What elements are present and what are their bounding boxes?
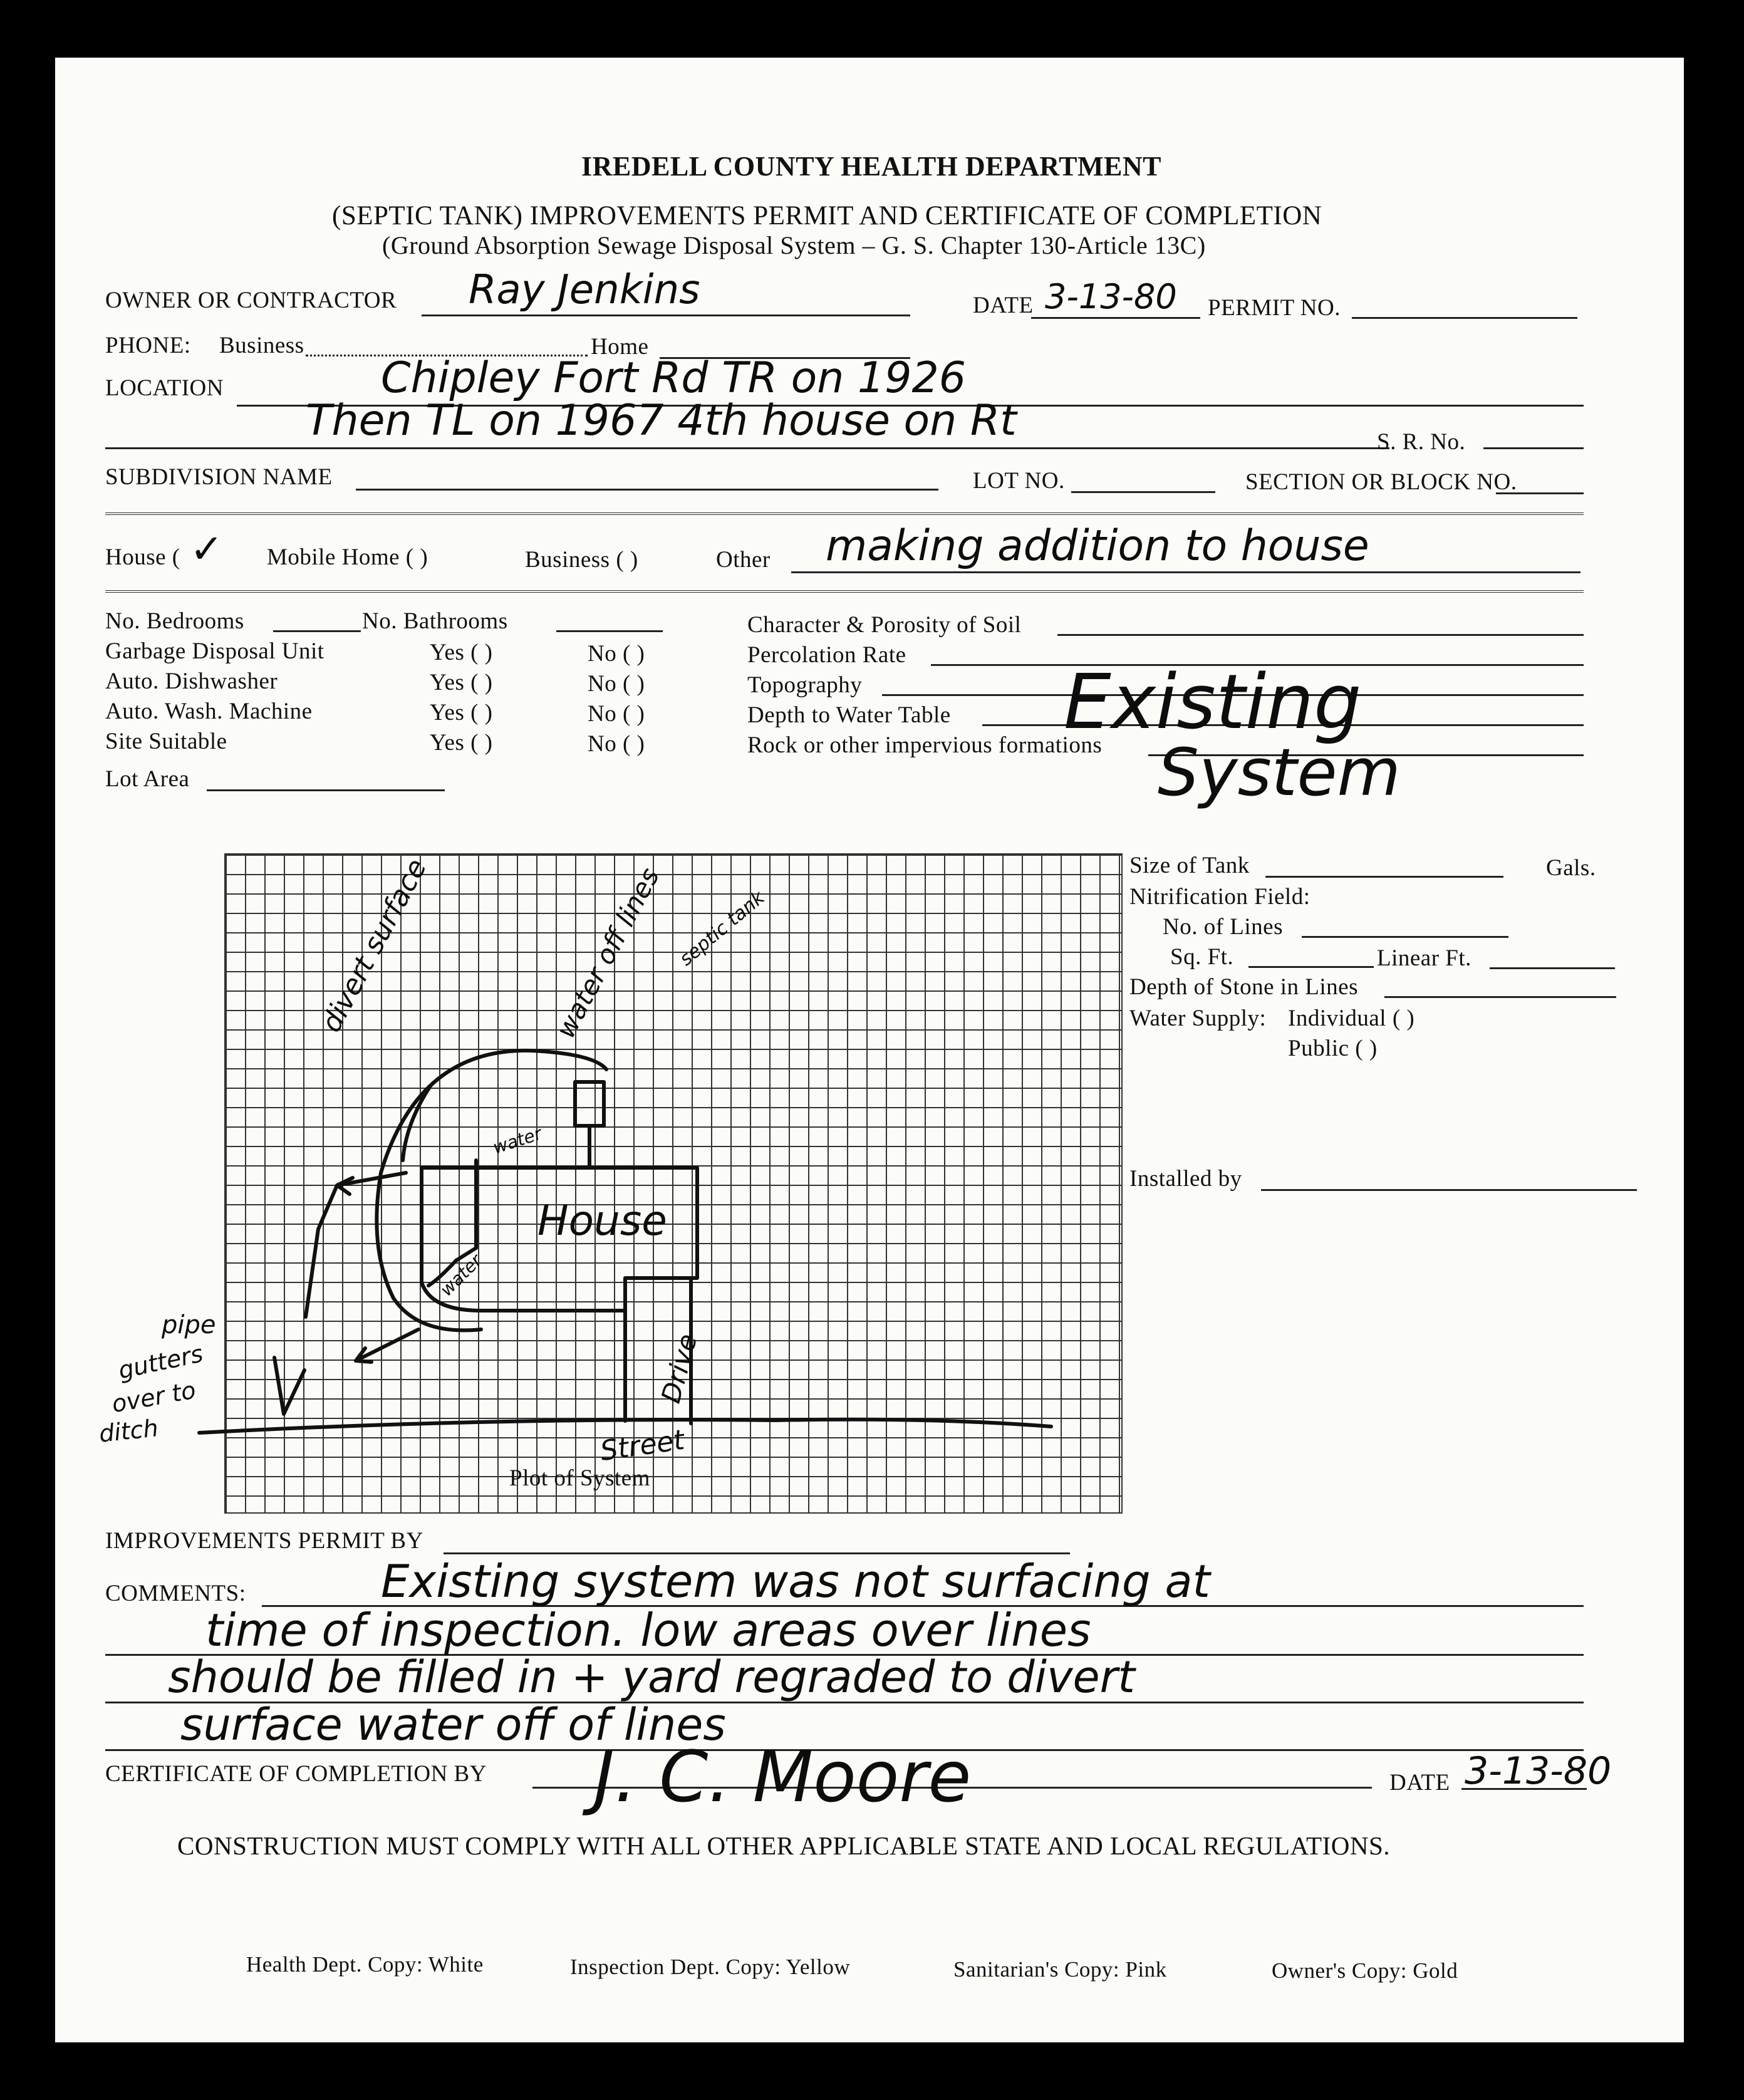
- owner-value: Ray Jenkins: [469, 267, 700, 313]
- nitrification-label: Nitrification Field:: [1129, 884, 1311, 910]
- washer-no: No ( ): [588, 701, 645, 727]
- note-septic-tank: septic tank: [675, 886, 769, 970]
- garbage-label: Garbage Disposal Unit: [105, 638, 324, 664]
- permit-no-label: PERMIT NO.: [1208, 295, 1341, 321]
- lot-area-label: Lot Area: [105, 766, 190, 792]
- garbage-no: No ( ): [588, 641, 645, 667]
- dishwasher-no: No ( ): [588, 671, 645, 697]
- phone-label: PHONE:: [105, 333, 191, 358]
- note-over-to: over to: [110, 1376, 198, 1418]
- form-title: IREDELL COUNTY HEALTH DEPARTMENT: [581, 151, 1161, 182]
- water-table-label: Depth to Water Table: [747, 702, 951, 728]
- installed-by-label: Installed by: [1129, 1166, 1242, 1192]
- comments-line3: should be filled in + yard regraded to divert: [168, 1651, 1135, 1703]
- copy-health: Health Dept. Copy: White: [246, 1952, 484, 1977]
- site-no: No ( ): [588, 731, 645, 757]
- lot-no-label: LOT NO.: [973, 468, 1065, 494]
- sr-no-label: S. R. No.: [1377, 429, 1466, 455]
- note-water-2: water: [436, 1250, 486, 1301]
- house-label: House (: [105, 544, 180, 570]
- rock-label: Rock or other impervious formations: [747, 732, 1103, 758]
- note-water-off-lines: water off lines: [550, 863, 666, 1044]
- mobile-home-label: Mobile Home ( ): [267, 544, 428, 570]
- copy-inspection: Inspection Dept. Copy: Yellow: [570, 1955, 851, 1979]
- comments-line4: surface water off of lines: [180, 1699, 726, 1750]
- water-individual: Individual ( ): [1288, 1006, 1415, 1031]
- tank-size-label: Size of Tank: [1129, 853, 1250, 878]
- compliance-notice: CONSTRUCTION MUST COMPLY WITH ALL OTHER APPLICABLE STATE AND LOCAL REGULATIONS.: [177, 1831, 1391, 1860]
- sqft-label: Sq. Ft.: [1170, 944, 1234, 970]
- improvements-permit-label: IMPROVEMENTS PERMIT BY: [105, 1528, 423, 1554]
- plot-caption: Plot of System: [509, 1465, 650, 1491]
- note-water-1: water: [490, 1123, 544, 1158]
- other-value: making addition to house: [826, 521, 1369, 571]
- location-line1: Chipley Fort Rd TR on 1926: [381, 353, 966, 403]
- copy-sanitarian: Sanitarian's Copy: Pink: [953, 1957, 1167, 1982]
- bedrooms-label: No. Bedrooms: [105, 608, 244, 634]
- business-type-label: Business ( ): [525, 547, 638, 573]
- comments-line2: time of inspection. low areas over lines: [205, 1604, 1091, 1656]
- site-label: Site Suitable: [105, 729, 227, 754]
- bathrooms-label: No. Bathrooms: [362, 608, 508, 634]
- water-supply-label: Water Supply:: [1129, 1006, 1267, 1031]
- phone-business-label: Business: [219, 333, 304, 358]
- note-pipe: pipe: [162, 1311, 216, 1339]
- note-street: Street: [598, 1423, 687, 1468]
- soil-character-label: Character & Porosity of Soil: [747, 612, 1022, 638]
- date-value: 3-13-80: [1045, 277, 1177, 316]
- comments-label: COMMENTS:: [105, 1581, 246, 1606]
- owner-label: OWNER OR CONTRACTOR: [105, 288, 397, 313]
- water-public: Public ( ): [1288, 1036, 1378, 1061]
- permit-form: [55, 58, 1684, 2042]
- soil-handwritten-1: Existing: [1064, 659, 1362, 746]
- certificate-date-value: 3-13-80: [1465, 1749, 1612, 1793]
- copy-owner: Owner's Copy: Gold: [1272, 1958, 1458, 1983]
- certificate-label: CERTIFICATE OF COMPLETION BY: [105, 1761, 487, 1787]
- phone-home-label: Home: [591, 334, 649, 360]
- date-label: DATE: [973, 293, 1034, 318]
- form-statute: (Ground Absorption Sewage Disposal System – G. S. Chapter 130-Article 13C): [382, 231, 1206, 259]
- note-divert-surface: divert surface: [315, 853, 433, 1037]
- dishwasher-yes: Yes ( ): [430, 670, 493, 695]
- site-yes: Yes ( ): [430, 730, 493, 756]
- washer-yes: Yes ( ): [430, 700, 493, 725]
- note-ditch: ditch: [97, 1414, 160, 1448]
- form-subtitle: (SEPTIC TANK) IMPROVEMENTS PERMIT AND CERTIFICATE OF COMPLETION: [332, 201, 1322, 231]
- certificate-date-label: DATE: [1389, 1770, 1450, 1796]
- note-drive: Drive: [655, 1330, 703, 1406]
- soil-handwritten-2: System: [1158, 734, 1401, 811]
- certificate-signature: J. C. Moore: [594, 1737, 972, 1818]
- garbage-yes: Yes ( ): [430, 640, 493, 665]
- note-house: House: [537, 1197, 667, 1245]
- other-label: Other: [716, 547, 771, 573]
- location-line2: Then TL on 1967 4th house on Rt: [306, 396, 1017, 445]
- location-label: LOCATION: [105, 375, 224, 401]
- house-checkmark: ✓: [190, 526, 224, 573]
- comments-line1: Existing system was not surfacing at: [381, 1555, 1210, 1608]
- note-gutters: gutters: [115, 1339, 205, 1385]
- section-label: SECTION OR BLOCK NO.: [1245, 469, 1517, 495]
- no-lines-label: No. of Lines: [1163, 914, 1283, 940]
- linear-ft-label: Linear Ft.: [1377, 945, 1472, 971]
- gals-label: Gals.: [1546, 855, 1596, 881]
- dishwasher-label: Auto. Dishwasher: [105, 668, 278, 694]
- subdivision-label: SUBDIVISION NAME: [105, 464, 333, 490]
- perc-rate-label: Percolation Rate: [747, 642, 906, 668]
- stone-depth-label: Depth of Stone in Lines: [1129, 974, 1359, 1000]
- washer-label: Auto. Wash. Machine: [105, 699, 313, 724]
- topography-label: Topography: [747, 672, 863, 698]
